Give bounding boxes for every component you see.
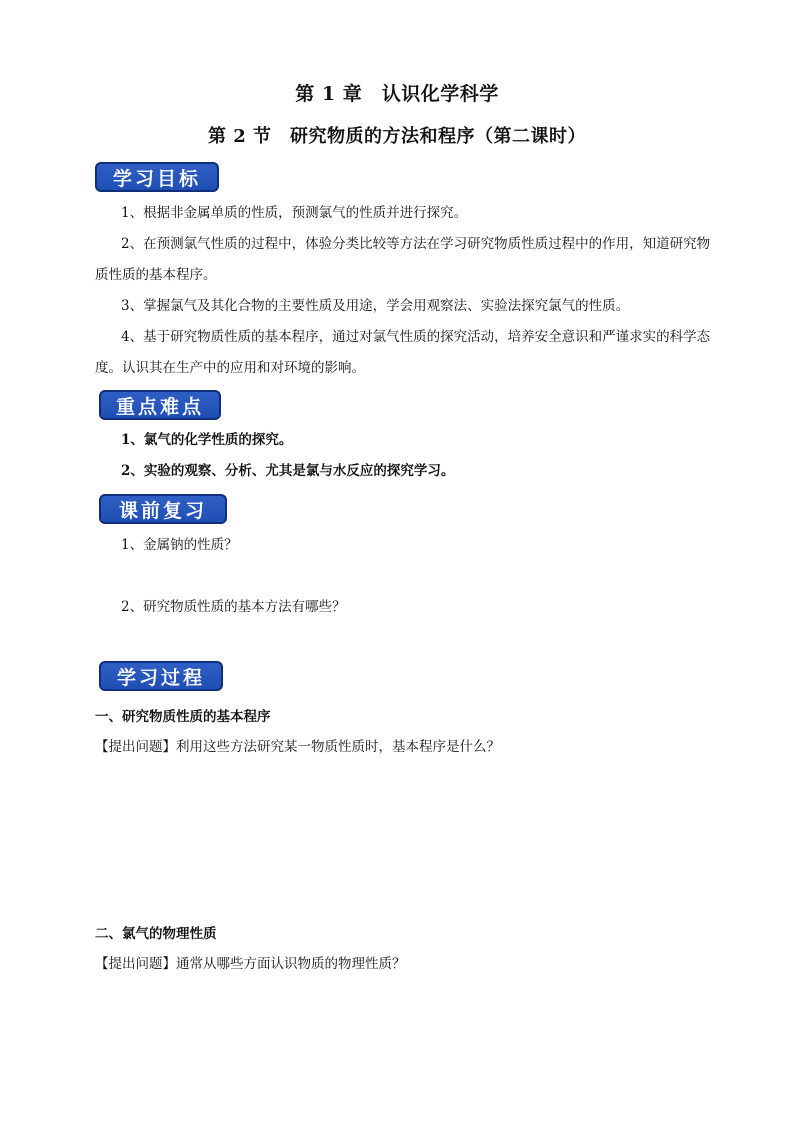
- process-badge: 学习过程: [99, 661, 223, 691]
- objective-item-3: 3、掌握氯气及其化合物的主要性质及用途，学会用观察法、实验法探究氯气的性质。: [121, 298, 630, 314]
- objective-item-4: 4、基于研究物质性质的基本程序，通过对氯气性质的探究活动，培养安全意识和严谨求实的科学态度。认识其在生产中的应用和对环境的影响。: [95, 329, 711, 376]
- section-title: 第 2 节 研究物质的方法和程序（第二课时）: [207, 126, 587, 147]
- objective-item-1: 1、根据非金属单质的性质，预测氯气的性质并进行探究。: [121, 205, 468, 221]
- key-point-item-1: 1、氯气的化学性质的探究。: [121, 432, 293, 448]
- objectives-badge: 学习目标: [95, 162, 219, 192]
- review-item-1: 1、金属钠的性质？: [121, 537, 238, 553]
- chapter-title: 第 1 章 认识化学科学: [295, 83, 499, 105]
- part1-heading: 一、研究物质性质的基本程序: [95, 709, 271, 725]
- objective-item-2: 2、在预测氯气性质的过程中，体验分类比较等方法在学习研究物质性质过程中的作用，知道研究物质性质的基本程序。: [95, 236, 711, 283]
- part1-question: 【提出问题】利用这些方法研究某一物质性质时，基本程序是什么？: [95, 739, 500, 755]
- part2-heading: 二、氯气的物理性质: [95, 926, 217, 942]
- key-point-item-2: 2、实验的观察、分析、尤其是氯与水反应的探究学习。: [121, 463, 455, 479]
- part2-question: 【提出问题】通常从哪些方面认识物质的物理性质？: [95, 956, 406, 972]
- review-item-2: 2、研究物质性质的基本方法有哪些？: [121, 599, 346, 615]
- review-badge: 课前复习: [99, 494, 227, 524]
- key-points-badge: 重点难点: [99, 390, 221, 420]
